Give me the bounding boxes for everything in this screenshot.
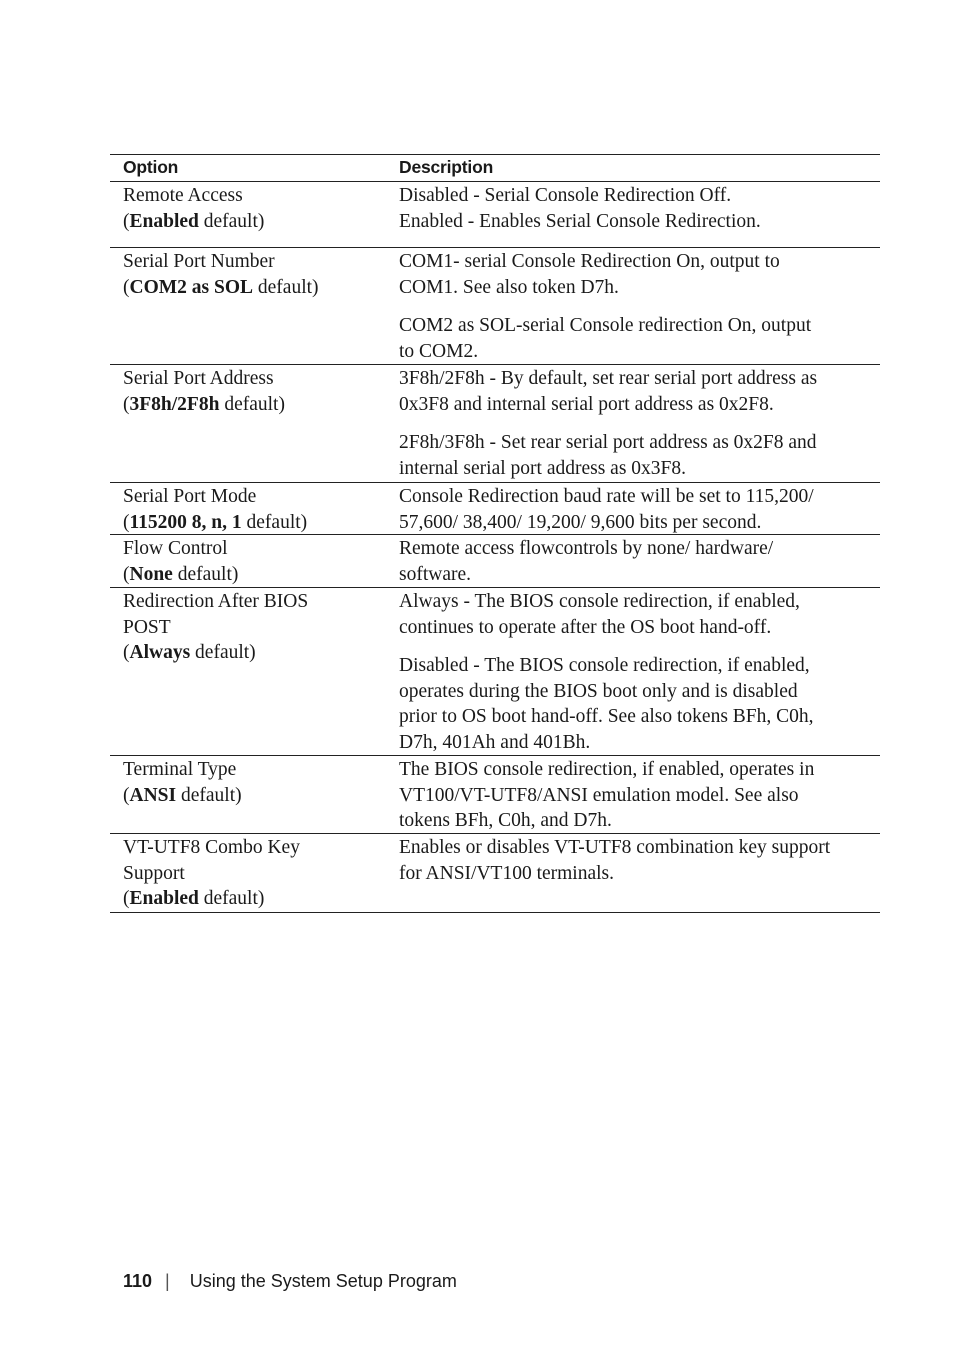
table-row — [110, 182, 880, 248]
footer-separator: | — [165, 1271, 170, 1291]
option-default-line — [123, 886, 393, 912]
option-name-line: POST — [123, 616, 171, 638]
default-prefix: ( — [123, 393, 130, 415]
default-suffix: default) — [198, 888, 265, 909]
default-value: Enabled — [129, 210, 199, 232]
option-name-line: Flow Control — [123, 538, 228, 559]
description-cell — [399, 484, 875, 535]
description-line: COM1. See also token D7h. — [399, 276, 619, 298]
option-name-line: VT-UTF8 Combo Key — [123, 837, 300, 858]
option-cell — [123, 183, 393, 234]
option-default-line — [123, 640, 393, 666]
page-number: 110 — [123, 1271, 153, 1291]
table-row — [110, 365, 880, 483]
table-body — [110, 182, 880, 913]
table-header — [110, 154, 880, 182]
default-value: COM2 as SOL — [129, 276, 254, 298]
option-name-line: Redirection After BIOS — [123, 591, 309, 612]
description-paragraph — [399, 313, 875, 364]
default-suffix: default) — [241, 511, 308, 533]
table-row — [110, 756, 880, 834]
default-prefix: ( — [123, 784, 130, 806]
description-line: Remote access flowcontrols by none/ hardware/ — [399, 538, 774, 559]
option-default-line — [123, 783, 393, 809]
header-option: Option — [123, 157, 179, 177]
option-name-line: Serial Port Number — [123, 251, 275, 272]
option-name-line: Serial Port Address — [123, 368, 274, 389]
default-prefix: ( — [123, 888, 130, 909]
option-default-line — [123, 510, 393, 536]
description-line: 2F8h/3F8h - Set rear serial port address as 0x2F8 and — [399, 432, 817, 453]
description-line: Disabled - Serial Console Redirection Off. — [399, 185, 732, 206]
description-line: internal serial port address as 0x3F8. — [399, 457, 687, 479]
header-description: Description — [399, 157, 494, 177]
description-line: Disabled - The BIOS console redirection, if enabled, — [399, 655, 810, 676]
description-line: continues to operate after the OS boot hand-off. — [399, 616, 772, 638]
table-row — [110, 248, 880, 365]
option-cell — [123, 835, 393, 912]
description-paragraph — [399, 183, 875, 234]
description-line: COM1- serial Console Redirection On, output to — [399, 251, 780, 272]
description-cell — [399, 536, 875, 587]
description-line: tokens BFh, C0h, and D7h. — [399, 810, 612, 831]
description-line: D7h, 401Ah and 401Bh. — [399, 731, 591, 753]
description-line: 0x3F8 and internal serial port address as 0x2F8. — [399, 393, 774, 415]
default-value: 3F8h/2F8h — [129, 393, 220, 415]
default-suffix: default) — [219, 393, 285, 415]
description-line: for ANSI/VT100 terminals. — [399, 862, 615, 884]
default-prefix: ( — [123, 563, 130, 585]
description-line: to COM2. — [399, 340, 479, 362]
description-cell — [399, 835, 875, 886]
table-row — [110, 535, 880, 588]
option-default-line — [123, 209, 393, 235]
description-paragraph — [399, 536, 875, 587]
option-default-line — [123, 562, 393, 588]
default-prefix: ( — [123, 511, 130, 533]
description-line: 3F8h/2F8h - By default, set rear serial port address as — [399, 368, 818, 389]
table-row — [110, 483, 880, 535]
description-line: VT100/VT-UTF8/ANSI emulation model. See also — [399, 784, 799, 806]
description-line: The BIOS console redirection, if enabled, operates in — [399, 759, 815, 780]
default-value: Always — [129, 642, 191, 663]
default-prefix: ( — [123, 210, 130, 232]
description-paragraph — [399, 653, 875, 755]
page-footer — [123, 1271, 457, 1292]
default-value: 115200 8, n, 1 — [129, 511, 242, 533]
description-line: prior to OS boot hand-off. See also tokens BFh, C0h, — [399, 706, 814, 727]
option-cell — [123, 484, 393, 535]
option-name-line: Support — [123, 862, 185, 884]
description-paragraph — [399, 835, 875, 886]
option-name-line: Remote Access — [123, 185, 243, 206]
description-paragraph — [399, 430, 875, 481]
option-default-line — [123, 392, 393, 418]
default-value: Enabled — [129, 888, 199, 909]
description-cell — [399, 249, 875, 364]
description-paragraph — [399, 589, 875, 640]
default-value: ANSI — [129, 784, 177, 806]
default-suffix: default) — [253, 276, 319, 298]
default-suffix: default) — [176, 784, 242, 806]
option-cell — [123, 536, 393, 587]
table-row — [110, 834, 880, 913]
default-prefix: ( — [123, 276, 130, 298]
bios-options-table — [110, 154, 880, 913]
option-cell — [123, 366, 393, 417]
table-row — [110, 588, 880, 756]
description-line: 57,600/ 38,400/ 19,200/ 9,600 bits per second. — [399, 511, 762, 533]
description-paragraph — [399, 249, 875, 300]
option-cell — [123, 757, 393, 808]
option-default-line — [123, 275, 393, 301]
description-cell — [399, 757, 875, 834]
description-line: Enables or disables VT-UTF8 combination key support — [399, 837, 831, 858]
description-paragraph — [399, 757, 875, 834]
description-cell — [399, 183, 875, 234]
option-name-line: Terminal Type — [123, 759, 237, 780]
description-line: Console Redirection baud rate will be set to 115,200/ — [399, 486, 814, 507]
description-line: Enabled - Enables Serial Console Redirection. — [399, 210, 761, 232]
description-line: software. — [399, 563, 472, 585]
description-line: operates during the BIOS boot only and is disabled — [399, 680, 798, 702]
description-line: COM2 as SOL-serial Console redirection On, output — [399, 315, 812, 336]
default-suffix: default) — [198, 210, 265, 232]
default-suffix: default) — [172, 563, 239, 585]
default-value: None — [129, 563, 173, 585]
option-cell — [123, 589, 393, 666]
description-paragraph — [399, 366, 875, 417]
default-prefix: ( — [123, 642, 130, 663]
description-paragraph — [399, 484, 875, 535]
description-cell — [399, 589, 875, 755]
default-suffix: default) — [190, 642, 256, 663]
description-cell — [399, 366, 875, 481]
option-name-line: Serial Port Mode — [123, 486, 257, 507]
footer-title: Using the System Setup Program — [189, 1271, 457, 1291]
option-cell — [123, 249, 393, 300]
description-line: Always - The BIOS console redirection, if enabled, — [399, 591, 800, 612]
